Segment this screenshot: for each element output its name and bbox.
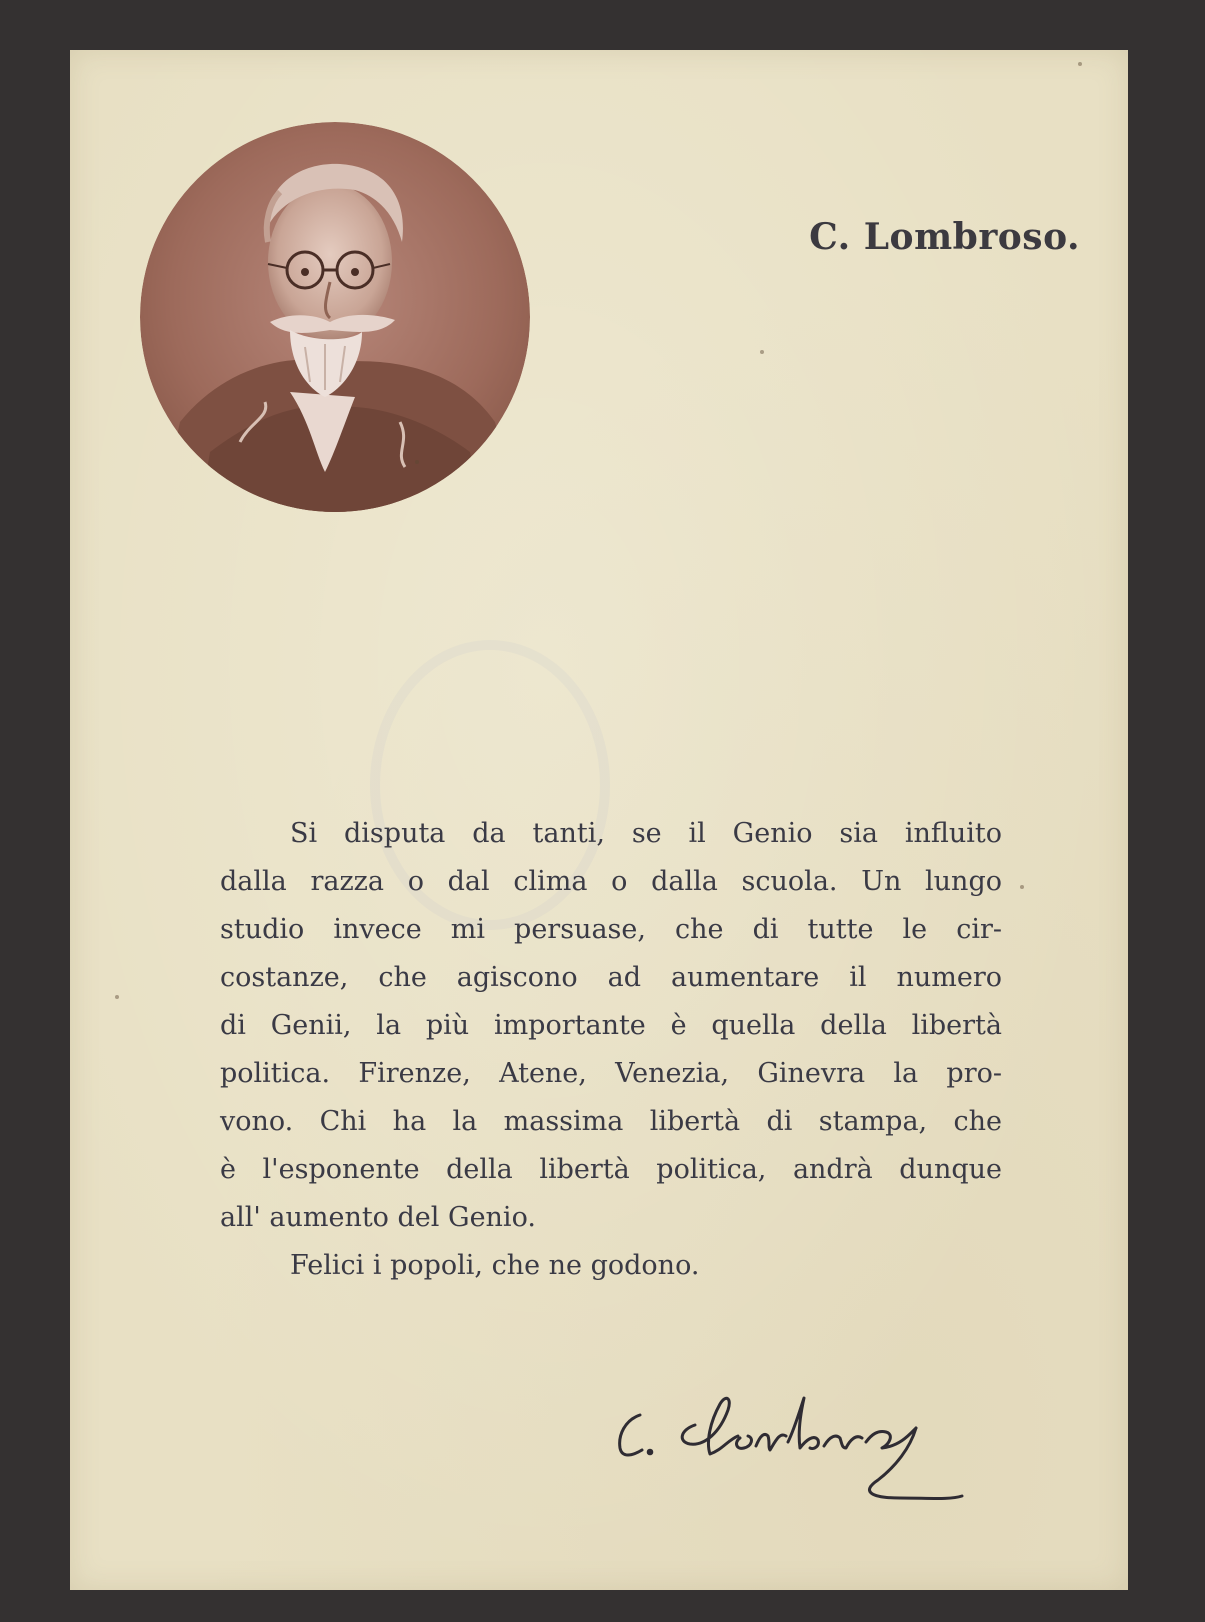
paper-speck <box>760 350 764 354</box>
quote-line: dalla razza o dal clima o dalla scuola. Un lungo <box>220 866 1002 897</box>
quote-line: costanze, che agiscono ad aumentare il numero <box>220 962 1002 993</box>
paper-speck <box>415 460 419 464</box>
quote-line: studio invece mi persuase, che di tutte le cir- <box>220 914 1002 945</box>
author-name-heading: C. Lombroso. <box>809 216 1080 258</box>
portrait-photo <box>140 122 530 512</box>
quote-line: di Genii, la più importante è quella della libertà <box>220 1010 1002 1041</box>
paper-speck <box>1078 62 1082 66</box>
handwritten-signature <box>610 1370 990 1510</box>
quote-line: Si disputa da tanti, se il Genio sia influito <box>290 818 1002 849</box>
quote-line: è l'esponente della libertà politica, andrà dunque <box>220 1154 1002 1185</box>
postcard <box>70 50 1128 1590</box>
paper-speck <box>1020 885 1024 889</box>
quote-text <box>220 810 1002 1290</box>
quote-line: all' aumento del Genio. <box>220 1202 536 1233</box>
paper-speck <box>115 995 119 999</box>
quote-line: Felici i popoli, che ne godono. <box>290 1250 700 1281</box>
quote-line: politica. Firenze, Atene, Venezia, Ginevra la pro- <box>220 1058 1002 1089</box>
quote-line: vono. Chi ha la massima libertà di stampa, che <box>220 1106 1002 1137</box>
